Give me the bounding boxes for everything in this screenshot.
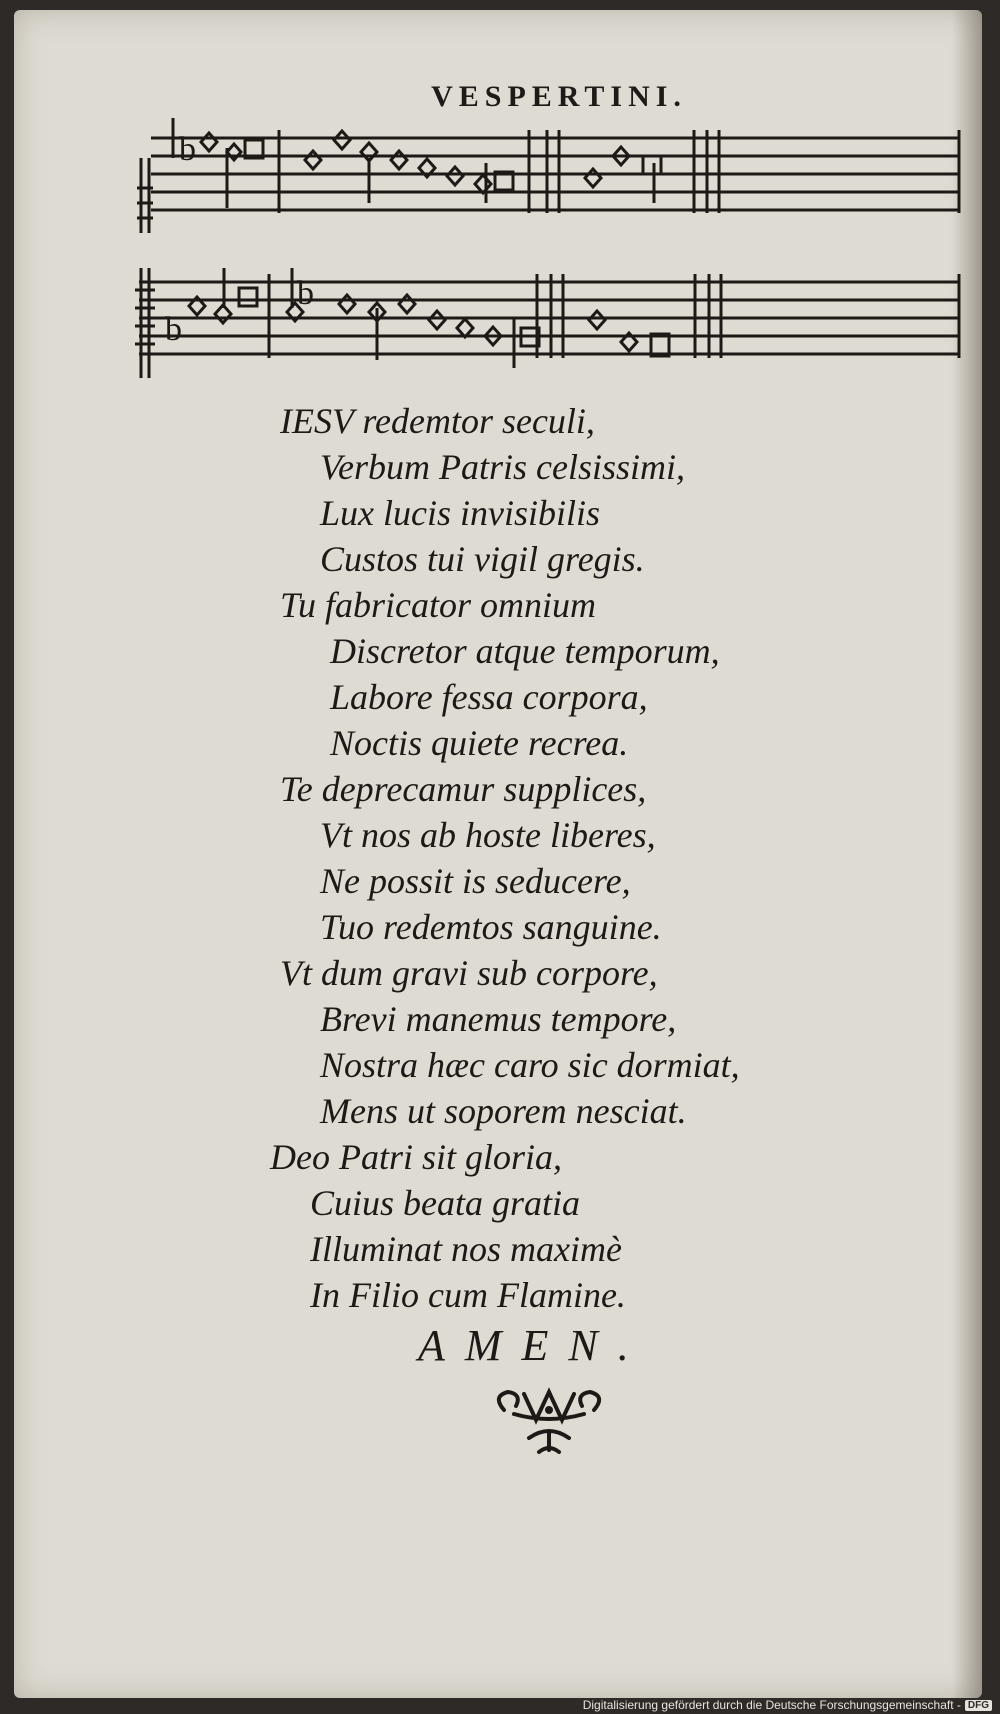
running-header: VESPERTINI. xyxy=(431,80,687,113)
page-gutter-shadow xyxy=(952,10,982,1698)
book-page xyxy=(14,10,982,1698)
floral-ornament-icon xyxy=(484,1380,614,1460)
verse-line: Te deprecamur supplices, xyxy=(280,769,647,809)
verse-line: In Filio cum Flamine. xyxy=(310,1275,626,1315)
verse-line: Tuo redemtos sanguine. xyxy=(320,907,662,947)
svg-text:b: b xyxy=(165,311,182,348)
verse-line: Illuminat nos maximè xyxy=(310,1229,622,1269)
svg-text:b: b xyxy=(297,275,314,312)
verse-line: Vt nos ab hoste liberes, xyxy=(320,815,656,855)
verse-line: Cuius beata gratia xyxy=(310,1183,581,1223)
verse-line: Discretor atque temporum, xyxy=(330,631,720,671)
verse-line: Vt dum gravi sub corpore, xyxy=(280,953,658,993)
footer-text: Digitalisierung gefördert durch die Deutsche Forschungsgemeinschaft - xyxy=(582,1698,961,1712)
verse-line: IESV redemtor seculi, xyxy=(280,401,595,441)
verse-line: Noctis quiete recrea. xyxy=(330,723,629,763)
verse-line: Custos tui vigil gregis. xyxy=(320,539,645,579)
svg-text:b: b xyxy=(179,131,196,168)
verse-line: Tu fabricator omnium xyxy=(280,585,597,625)
amen-text: AMEN. xyxy=(418,1321,649,1370)
verse-line: Nostra hæc caro sic dormiat, xyxy=(320,1045,740,1085)
digitization-footer xyxy=(583,1698,992,1712)
verse-line: Deo Patri sit gloria, xyxy=(270,1137,563,1177)
verse-line: Mens ut soporem nesciat. xyxy=(320,1091,687,1131)
verse-line: Ne possit is seducere, xyxy=(320,861,631,901)
music-staff-2 xyxy=(129,268,969,403)
verse-line: Verbum Patris celsissimi, xyxy=(320,447,685,487)
dfg-logo-icon: DFG xyxy=(965,1700,992,1711)
verse-line: Lux lucis invisibilis xyxy=(320,493,601,533)
verse-line: Labore fessa corpora, xyxy=(330,677,648,717)
music-staff-1 xyxy=(129,118,969,248)
verse-line: Brevi manemus tempore, xyxy=(320,999,677,1039)
